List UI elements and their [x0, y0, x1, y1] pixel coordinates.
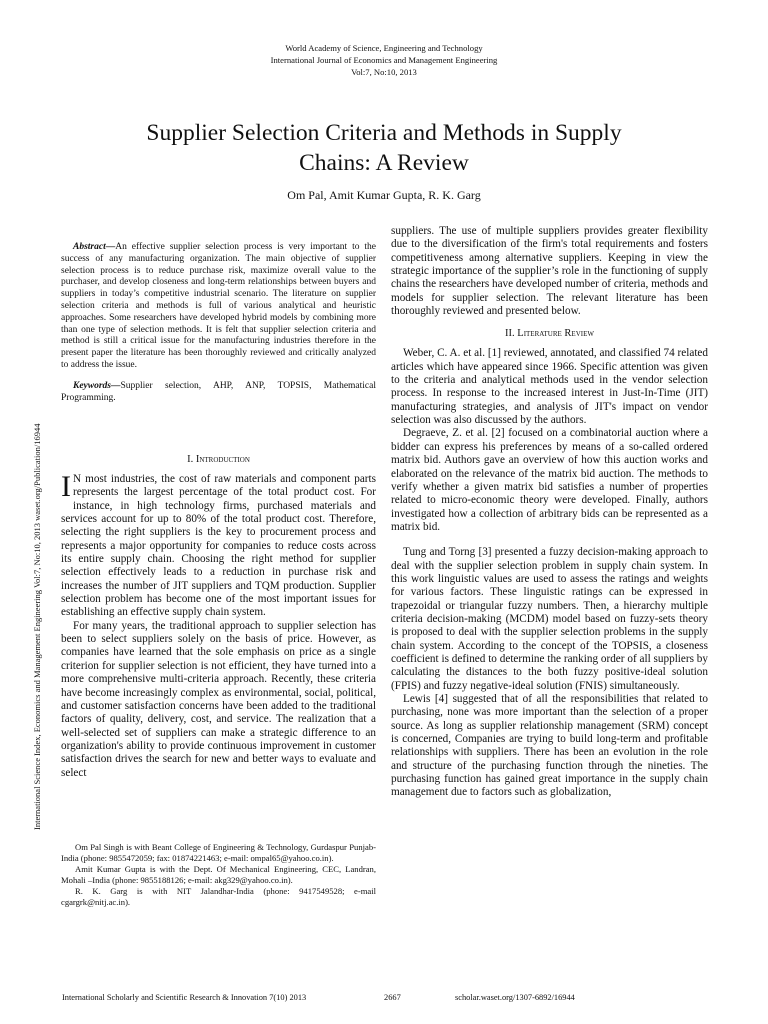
lit-paragraph-1: Weber, C. A. et al. [1] reviewed, annotated, and classified 74 related articles which have appeared since 1966. Specific attention was given to the criteria and analytical methods used in the vendor selection process. In response to the increased interest in Just-In-Time (JIT) manufacturing strategies, and analysis of JIT's impact on vendor selection was also discussed by the authors.	[391, 347, 708, 427]
footnote-2: Amit Kumar Gupta is with the Dept. Of Mechanical Engineering, CEC, Landran, Mohali –India (phone: 9855188126; e-mail: akg329@yahoo.co.in).	[61, 863, 376, 885]
footer-url[interactable]: scholar.waset.org/1307-6892/16944	[455, 993, 575, 1002]
footnote-3: R. K. Garg is with NIT Jalandhar-India (phone: 9417549528; e-mail cgargrk@nitj.ac.in).	[61, 885, 376, 907]
keywords-label: Keywords—	[73, 380, 121, 391]
keywords-paragraph	[61, 381, 376, 405]
abstract-block	[61, 242, 376, 404]
intro-paragraph-2: For many years, the traditional approach to supplier selection has been to select suppliers solely on the basis of price. However, as companies have learned that the sole emphasis on price as a single criterion for supplier selection is not efficient, they have turned into a more comprehensive multi-criteria approach. Recently, these criteria have become increasingly complex as environmental, social, political, and customer satisfaction concerns have been added to the traditional factors of quality, delivery, cost, and service. The realization that a well-selected set of suppliers can make a strategic difference to an organization's ability to provide continuous improvement in customer satisfaction drives the search for new and better ways to evaluate and select	[61, 619, 376, 779]
footnote-1: Om Pal Singh is with Beant College of Engineering & Technology, Gurdaspur Punjab-India (phone: 9855472059; fax: 01874221463; e-mail: ompal65@yahoo.co.in).	[61, 842, 376, 863]
lit-paragraph-2: Degraeve, Z. et al. [2] focused on a combinatorial auction where a bidder can express his preferences by means of a so-called ordered matrix bid. Authors gave an overview of how this auction works and elaborated on the relevance of the matrix bid auction. The methods to verify whether a given matrix bid satisfies a number of properties related to micro-economic theory were developed. Finally, authors investigated how a collection of arbitrary bids can be represented as a matrix bid.	[391, 427, 708, 533]
introduction-section	[61, 453, 376, 780]
lit-paragraph-4: Lewis [4] suggested that of all the responsibilities that related to purchasing, none was more important than the selection of a proper source. As long as supplier relationship management (SRM) concept is concerned, Companies are trying to build long-term and profitable relationships with suppliers. There has been an evolution in the role and structure of the purchasing function through the nineties. The purchasing function has gained great importance in the supply chain management due to factors such as globalization,	[391, 693, 708, 799]
abstract-text: An effective supplier selection process is very important to the success of any manufacturing organization. The main objective of supplier selection process is to reduce purchase risk, maximize overall value to the purchaser, and develop closeness and long-term relationships between buyers and suppliers in today’s competitive industrial scenario. The literature on supplier selection criteria and methods is full of various analytical and heuristic approaches. Some researchers have developed hybrid models by combining more than one type of selection methods. It is felt that supplier selection criteria and method is still a critical issue for the manufacturing industries therefore in the present paper the literature has been thoroughly reviewed and critically analyzed to address the issue.	[61, 242, 376, 370]
abstract-paragraph	[61, 242, 376, 372]
footnotes	[61, 842, 376, 907]
header-line-3: Vol:7, No:10, 2013	[351, 67, 417, 77]
right-paragraph-0: suppliers. The use of multiple suppliers provides greater flexibility due to the diversification of the firm's total requirements and fosters competitiveness among alternative suppliers. Keeping in view the strategic importance of the supplier’s role in the functioning of supply chains the researchers have developed number of criteria, methods and models for supplier selection. The relevant literature has been thoroughly reviewed and presented below.	[391, 225, 708, 318]
abstract-label: Abstract—	[73, 242, 116, 252]
keywords-text: Supplier selection, AHP, ANP, TOPSIS, Mathematical Programming.	[61, 380, 376, 403]
header-line-2: International Journal of Economics and Management Engineering	[270, 55, 498, 65]
page-number: 2667	[384, 993, 401, 1002]
drop-cap: I	[61, 470, 71, 503]
header-line-1: World Academy of Science, Engineering and Technology	[285, 43, 483, 53]
right-column	[391, 225, 708, 800]
paper-title	[60, 118, 708, 178]
title-line-2: Chains: A Review	[299, 150, 469, 176]
author-list: Om Pal, Amit Kumar Gupta, R. K. Garg	[287, 188, 481, 202]
intro-paragraph-1-text: N most industries, the cost of raw materials and component parts represents the largest percentage of the total product cost. For instance, in high technology firms, purchased materials and services account for up to 80% of the total product cost. Therefore, selecting the right suppliers is the key to procurement process and represents a major opportunity for companies to reduce costs across its entire supply chain. Choosing the right method for supplier selection effectively leads to a reduction in purchase risk and increases the number of JIT suppliers and TQM production. Supplier selection problem has become one of the most important issues for establishing an effective supply chain system.	[61, 473, 376, 619]
section-heading-introduction: I. Introduction	[187, 454, 250, 465]
intro-paragraph-1	[61, 470, 376, 620]
footer-left: International Scholarly and Scientific Research & Innovation 7(10) 2013	[62, 993, 307, 1002]
title-line-1: Supplier Selection Criteria and Methods in Supply	[146, 120, 622, 146]
section-heading-literature-review: II. Literature Review	[505, 328, 594, 340]
journal-header	[0, 42, 768, 78]
side-index-text: International Science Index, Economics and Management Engineering Vol:7, No:10, 2013 waset.org/Publication/16944	[32, 423, 42, 830]
lit-paragraph-3: Tung and Torng [3] presented a fuzzy decision-making approach to deal with the supplier selection problem in supply chain system. In this work linguistic values are used to assess the ratings and weights for various factors. These linguistic ratings can be expressed in trapezoidal or triangular fuzzy numbers. Then, a hierarchy multiple criteria decision-making (MCDM) model based on fuzzy-sets theory is proposed to deal with the supplier selection problems in the supply chain system. According to the concept of the TOPSIS, a closeness coefficient is defined to determine the ranking order of all suppliers by calculating the distances to the both fuzzy positive-ideal solution (FPIS) and fuzzy negative-ideal solution (FNIS) simultaneously.	[391, 546, 708, 692]
